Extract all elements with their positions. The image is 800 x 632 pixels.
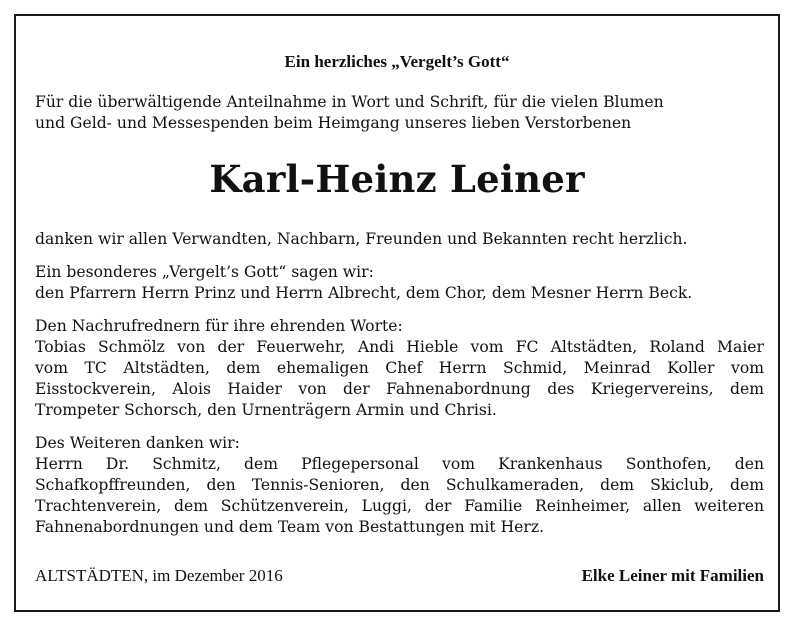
further-thanks-paragraph	[35, 433, 764, 538]
text-line: Tobias Schmölz von der Feuerwehr, Andi Hieble vom FC Altstädten, Roland Maier	[35, 338, 764, 356]
text-line: danken wir allen Verwandten, Nachbarn, Freunden und Bekannten recht herzlich.	[35, 230, 688, 248]
intro-line: und Geld- und Messespenden beim Heimgang unseres lieben Verstorbenen	[35, 114, 632, 132]
text-line: Eisstockverein, Alois Haider von der Fahnenabordnung des Kriegervereins, dem	[35, 380, 764, 398]
place-date: ALTSTÄDTEN, im Dezember 2016	[35, 566, 283, 585]
notice-footer	[35, 565, 764, 587]
signature: Elke Leiner mit Familien	[581, 566, 764, 585]
text-line: Trachtenverein, dem Schützenverein, Luggi, der Familie Reinheimer, allen weiteren	[35, 497, 764, 515]
text-line: den Pfarrern Herrn Prinz und Herrn Albrecht, dem Chor, dem Mesner Herrn Beck.	[35, 284, 693, 302]
eulogists-paragraph	[35, 316, 764, 421]
obituary-notice	[14, 14, 780, 612]
text-line: Des Weiteren danken wir:	[35, 434, 240, 452]
text-line: Herrn Dr. Schmitz, dem Pflegepersonal vom Krankenhaus Sonthofen, den	[35, 455, 764, 473]
text-line: Schafkopffreunden, den Tennis-Senioren, den Schulkameraden, dem Skiclub, dem	[35, 476, 764, 494]
intro-text	[35, 92, 764, 134]
intro-line: Für die überwältigende Anteilnahme in Wort und Schrift, für die vielen Blumen	[35, 93, 664, 111]
notice-body	[35, 229, 764, 550]
special-thanks-paragraph	[35, 262, 764, 304]
text-line: Ein besonderes „Vergelt’s Gott“ sagen wir:	[35, 263, 374, 281]
text-line: Trompeter Schorsch, den Urnenträgern Armin und Chrisi.	[35, 401, 497, 419]
notice-heading: Ein herzliches „Vergelt’s Gott“	[284, 52, 510, 71]
text-line: vom TC Altstädten, dem ehemaligen Chef Herrn Schmid, Meinrad Koller vom	[35, 359, 764, 377]
text-line: Den Nachrufrednern für ihre ehrenden Worte:	[35, 317, 403, 335]
thanks-paragraph	[35, 229, 764, 250]
deceased-name: Karl-Heinz Leiner	[209, 157, 585, 201]
text-line: Fahnenabordnungen und dem Team von Bestattungen mit Herz.	[35, 518, 545, 536]
